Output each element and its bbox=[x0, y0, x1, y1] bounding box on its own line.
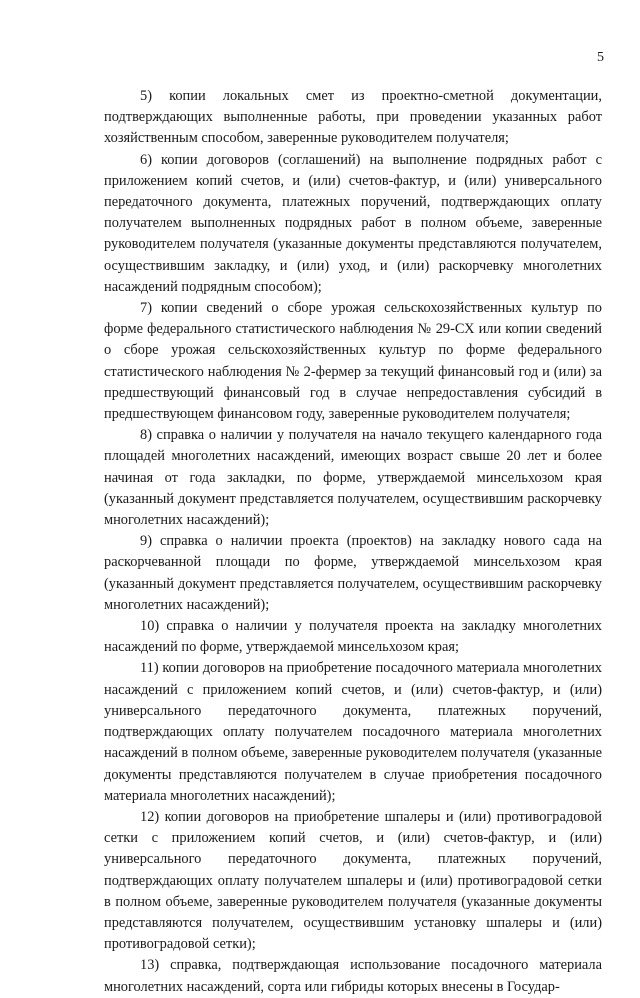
paragraph-item-13: 13) справка, подтверждающая использование посадочного материала многолетних насаждений, сорта или гибриды которых внесены в Государ- bbox=[104, 957, 602, 995]
paragraph-item-12: 12) копии договоров на приобретение шпалеры и (или) противоградовой сетки с приложением копий счетов, и (или) счетов-фактур, и (или) универсального передаточного документа, платежных поручений, подтверждающих оплату получателем шпалеры и (или) противоградовой сетки в полном объеме, заверенные руководителем получателя (указанные документы представляются получателем, осуществившим установку шпалеры и (или) противоградовой сетки); bbox=[104, 808, 602, 953]
paragraph-item-7: 7) копии сведений о сборе урожая сельскохозяйственных культур по форме федерального статистического наблюдения № 29-СХ или копии сведений о сборе урожая сельскохозяйственных культур по форме федерального статистического наблюдения № 2-фермер за текущий финансовый год и (или) за предшествующий финансовый год в случае непредоставления субсидий в предшествующем финансовом году, заверенные руководителем получателя; bbox=[104, 300, 602, 423]
paragraph-item-9: 9) справка о наличии проекта (проектов) на закладку нового сада на раскорчеванной площади по форме, утверждаемой минсельхозом края (указанный документ представляется получателем, осуществившим раскорчевку многолетних насаждений); bbox=[104, 533, 602, 613]
document-body bbox=[104, 86, 602, 998]
paragraph-item-8: 8) справка о наличии у получателя на начало текущего календарного года площадей многолетних насаждений, имеющих возраст свыше 20 лет и более начиная от года закладки, по форме, утверждаемой минсельхозом края (указанный документ представляется получателем, осуществившим раскорчевку многолетних насаждений); bbox=[104, 427, 602, 529]
paragraph-item-10: 10) справка о наличии у получателя проекта на закладку многолетних насаждений по форме, утверждаемой минсельхозом края; bbox=[104, 618, 602, 656]
page-number: 5 bbox=[597, 50, 604, 65]
paragraph-item-11: 11) копии договоров на приобретение посадочного материала многолетних насаждений с приложением копий счетов, и (или) счетов-фактур, и (или) универсального передаточного документа, платежных поручений, подтверждающих оплату получателем посадочного материала многолетних насаждений в полном объеме, заверенные руководителем получателя (указанные документы представляются получателем в случае приобретения посадочного материала многолетних насаждений); bbox=[104, 660, 602, 804]
paragraph-item-6: 6) копии договоров (соглашений) на выполнение подрядных работ с приложением копий счетов, и (или) счетов-фактур, и (или) универсального передаточного документа, платежных поручений, подтверждающих оплату получателем выполненных подрядных работ в полном объеме, заверенные руководителем получателя (указанные документы представляются получателем, осуществившим закладку, и (или) уход, и (или) раскорчевку многолетних насаждений подрядным способом); bbox=[104, 151, 602, 295]
paragraph-item-5: 5) копии локальных смет из проектно-сметной документации, подтверждающих выполненные работы, при проведении указанных работ хозяйственным способом, заверенные руководителем получателя; bbox=[104, 88, 602, 147]
